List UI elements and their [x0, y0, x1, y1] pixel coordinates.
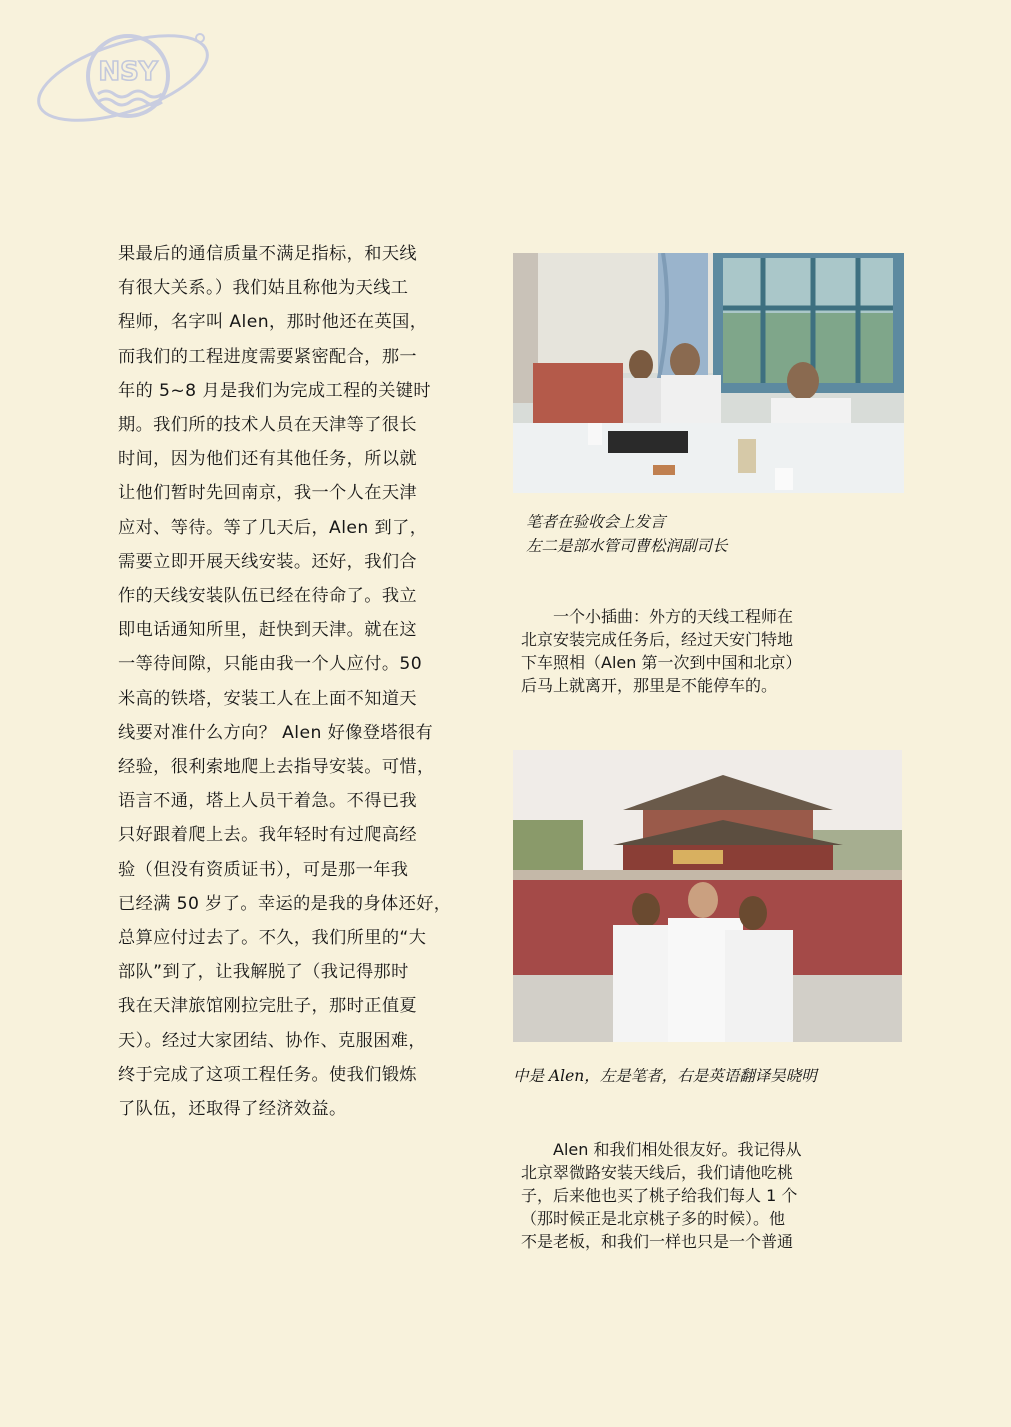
text-line: 总算应付过去了。不久，我们所里的“大 [118, 928, 427, 949]
text-line: 了队伍，还取得了经济效益。 [118, 1099, 347, 1120]
text-line: Alen 和我们相处很友好。我记得从 [553, 1140, 802, 1159]
text-line: 北京翠微路安装天线后，我们请他吃桃 [521, 1163, 794, 1182]
tiananmen-photo-caption [513, 1064, 817, 1088]
anecdote-paragraph [521, 604, 893, 696]
logo-text: NSY [98, 57, 158, 87]
text-line: 已经满 50 岁了。幸运的是我的身体还好， [118, 893, 452, 914]
text-line: 天）。经过大家团结、协作、克服困难， [118, 1030, 426, 1051]
nsy-logo [28, 18, 218, 133]
tiananmen-photo [513, 750, 902, 1042]
text-line: 年的 5~8 月是我们为完成工程的关键时 [118, 380, 432, 401]
text-line: 后马上就离开，那里是不能停车的。 [521, 676, 778, 695]
text-line: 程师，名字叫 Alen，那时他还在英国， [118, 312, 428, 333]
text-line: 北京安装完成任务后，经过天安门特地 [521, 630, 794, 649]
text-line: 果最后的通信质量不满足指标，和天线 [118, 244, 417, 264]
text-line: 我在天津旅馆刚拉完肚子，那时正值夏 [118, 996, 417, 1017]
text-line: 时间，因为他们还有其他任务，所以就 [118, 449, 417, 470]
text-line: 部队”到了，让我解脱了（我记得那时 [118, 962, 409, 983]
text-line: 让他们暂时先回南京，我一个人在天津 [118, 483, 417, 504]
text-line: 子，后来他也买了桃子给我们每人 1 个 [521, 1186, 798, 1205]
left-article-text [118, 237, 498, 1126]
text-line: 语言不通，塔上人员干着急。不得已我 [118, 791, 417, 812]
text-line: 经验，很利索地爬上去指导安装。可惜， [118, 757, 435, 778]
meeting-photo-caption [526, 510, 728, 558]
text-line: 需要立即开展天线安装。还好，我们合 [118, 551, 417, 572]
caption-line: 左二是部水管司曹松润副司长 [526, 537, 728, 555]
text-line: 有很大关系。）我们姑且称他为天线工 [118, 278, 409, 299]
text-line: 即电话通知所里，赶快到天津。就在这 [118, 620, 417, 641]
text-line: 一个小插曲：外方的天线工程师在 [553, 607, 794, 626]
text-line: 线要对准什么方向？ Alen 好像登塔很有 [118, 722, 434, 743]
text-line: 期。我们所的技术人员在天津等了很长 [118, 415, 417, 436]
text-line: 下车照相（Alen 第一次到中国和北京） [521, 653, 802, 672]
text-line: （那时候正是北京桃子多的时候）。他 [521, 1209, 786, 1228]
text-line: 验（但没有资质证书），可是那一年我 [118, 859, 409, 880]
caption-line: 笔者在验收会上发言 [526, 513, 666, 531]
friendship-paragraph [521, 1137, 893, 1252]
meeting-photo [513, 253, 904, 493]
text-line: 一等待间隙，只能由我一个人应付。50 [118, 654, 423, 675]
left-article-column [118, 237, 498, 1126]
text-line: 应对、等待。等了几天后，Alen 到了， [118, 517, 428, 538]
text-line: 只好跟着爬上去。我年轻时有过爬高经 [118, 825, 417, 846]
text-line: 作的天线安装队伍已经在待命了。我立 [118, 586, 417, 607]
text-line: 而我们的工程进度需要紧密配合，那一 [118, 346, 417, 367]
text-line: 不是老板，和我们一样也只是一个普通 [521, 1232, 794, 1251]
text-line: 终于完成了这项工程任务。使我们锻炼 [118, 1064, 417, 1085]
text-line: 米高的铁塔，安装工人在上面不知道天 [118, 688, 417, 709]
caption-line: 中是 Alen，左是笔者，右是英语翻译吴晓明 [513, 1067, 817, 1085]
right-article-column-bottom [521, 1121, 893, 1268]
right-article-column-top [521, 588, 893, 712]
